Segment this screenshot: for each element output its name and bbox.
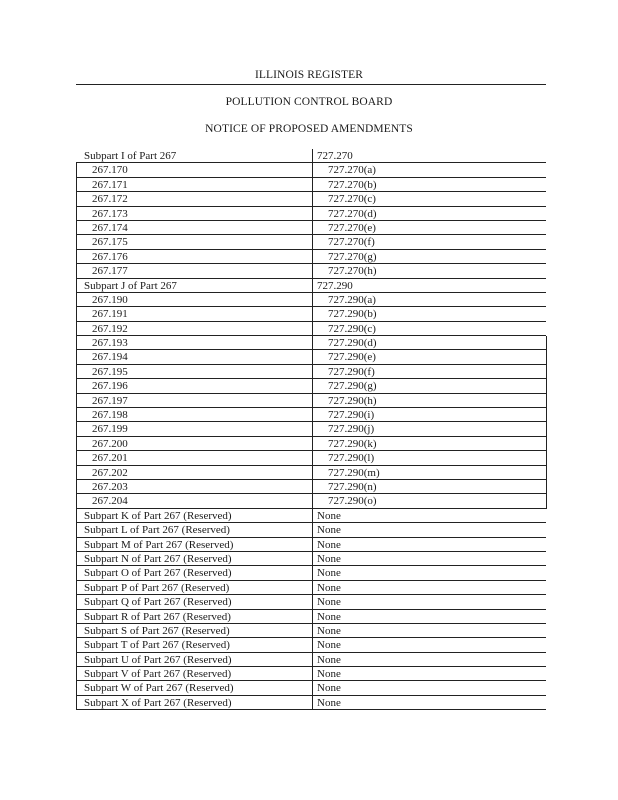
table-row xyxy=(76,494,546,508)
target-section: 727.290(k) xyxy=(328,437,377,450)
target-section: None xyxy=(317,653,341,666)
source-section: 267.174 xyxy=(92,221,128,234)
target-section: 727.270(h) xyxy=(328,265,377,278)
source-section: Subpart P of Part 267 (Reserved) xyxy=(84,581,230,594)
board-title: POLLUTION CONTROL BOARD xyxy=(225,96,393,108)
table-row xyxy=(76,350,546,364)
table-row xyxy=(76,595,546,609)
table-row xyxy=(76,624,546,638)
target-section: 727.290(l) xyxy=(328,452,375,465)
target-section: 727.270(c) xyxy=(328,193,376,206)
source-section: 267.173 xyxy=(92,207,128,220)
source-section: Subpart S of Part 267 (Reserved) xyxy=(84,624,230,637)
target-section: 727.270(d) xyxy=(328,207,377,220)
table-row xyxy=(76,192,546,206)
target-section: 727.290(g) xyxy=(328,380,377,393)
source-section: Subpart O of Part 267 (Reserved) xyxy=(84,567,232,580)
target-section: 727.290(i) xyxy=(328,409,375,422)
header-rule xyxy=(76,84,546,85)
source-section: 267.201 xyxy=(92,452,128,465)
target-section: 727.290(f) xyxy=(328,365,375,378)
source-section: Subpart L of Part 267 (Reserved) xyxy=(84,524,230,537)
table-row xyxy=(76,696,546,710)
table-row xyxy=(76,422,546,436)
target-section: 727.270(b) xyxy=(328,178,377,191)
table-row xyxy=(76,322,546,336)
table-row xyxy=(76,610,546,624)
source-section: 267.176 xyxy=(92,250,128,263)
table-left-border xyxy=(76,163,77,710)
derivation-table xyxy=(76,149,546,710)
table-row xyxy=(76,653,546,667)
target-section: 727.290(a) xyxy=(328,293,376,306)
target-section: None xyxy=(317,538,341,551)
table-row xyxy=(76,250,546,264)
target-section: 727.290(m) xyxy=(328,466,380,479)
table-row xyxy=(76,451,546,465)
source-section: Subpart N of Part 267 (Reserved) xyxy=(84,552,232,565)
source-section: 267.170 xyxy=(92,164,128,177)
table-row xyxy=(76,552,546,566)
target-section: 727.290(b) xyxy=(328,308,377,321)
table-row xyxy=(76,178,546,192)
table-row xyxy=(76,293,546,307)
target-section: 727.270(e) xyxy=(328,221,376,234)
target-section: None xyxy=(317,552,341,565)
target-section: None xyxy=(317,567,341,580)
source-section: Subpart U of Part 267 (Reserved) xyxy=(84,653,232,666)
table-row xyxy=(76,235,546,249)
source-section: Subpart I of Part 267 xyxy=(84,150,177,162)
target-section: None xyxy=(317,581,341,594)
target-section: 727.290(h) xyxy=(328,394,377,407)
source-section: 267.194 xyxy=(92,351,128,364)
source-section: 267.171 xyxy=(92,178,128,191)
source-section: 267.193 xyxy=(92,337,128,350)
source-section: Subpart Q of Part 267 (Reserved) xyxy=(84,596,232,609)
target-section: 727.290 xyxy=(317,279,353,292)
source-section: Subpart R of Part 267 (Reserved) xyxy=(84,610,231,623)
target-section: None xyxy=(317,624,341,637)
source-section: 267.190 xyxy=(92,293,128,306)
source-section: 267.203 xyxy=(92,480,128,493)
source-section: 267.177 xyxy=(92,265,128,278)
table-row xyxy=(76,207,546,221)
table-row xyxy=(76,480,546,494)
target-section: None xyxy=(317,696,341,709)
source-section: Subpart T of Part 267 (Reserved) xyxy=(84,639,230,652)
source-section: 267.175 xyxy=(92,236,128,249)
target-section: 727.290(n) xyxy=(328,480,377,493)
source-section: Subpart M of Part 267 (Reserved) xyxy=(84,538,234,551)
table-row xyxy=(76,307,546,321)
table-row xyxy=(76,264,546,278)
table-row xyxy=(76,538,546,552)
target-section: 727.290(j) xyxy=(328,423,375,436)
target-section: 727.290(e) xyxy=(328,351,376,364)
target-section: None xyxy=(317,596,341,609)
table-row xyxy=(76,221,546,235)
notice-title: NOTICE OF PROPOSED AMENDMENTS xyxy=(205,123,413,135)
source-section: 267.202 xyxy=(92,466,128,479)
source-section: 267.195 xyxy=(92,365,128,378)
target-section: 727.270(f) xyxy=(328,236,375,249)
table-row xyxy=(76,336,546,350)
table-row xyxy=(76,667,546,681)
target-section: 727.290(d) xyxy=(328,337,377,350)
source-section: Subpart V of Part 267 (Reserved) xyxy=(84,668,232,681)
source-section: 267.192 xyxy=(92,322,128,335)
table-row xyxy=(76,523,546,537)
table-row xyxy=(76,566,546,580)
target-section: 727.290(c) xyxy=(328,322,376,335)
source-section: 267.199 xyxy=(92,423,128,436)
table-row xyxy=(76,379,546,393)
source-section: 267.191 xyxy=(92,308,128,321)
source-section: Subpart X of Part 267 (Reserved) xyxy=(84,696,232,709)
table-row xyxy=(76,581,546,595)
source-section: Subpart W of Part 267 (Reserved) xyxy=(84,682,234,695)
table-row xyxy=(76,681,546,695)
table-right-border xyxy=(546,336,547,509)
table-row xyxy=(76,408,546,422)
target-section: 727.270(g) xyxy=(328,250,377,263)
target-section: None xyxy=(317,682,341,695)
register-title: ILLINOIS REGISTER xyxy=(254,69,364,81)
source-section: 267.172 xyxy=(92,193,128,206)
target-section: 727.290(o) xyxy=(328,495,377,508)
source-section: 267.204 xyxy=(92,495,128,508)
table-row xyxy=(76,394,546,408)
target-section: None xyxy=(317,524,341,537)
target-section: 727.270 xyxy=(317,150,353,162)
column-divider xyxy=(312,149,313,710)
table-row xyxy=(76,638,546,652)
table-row xyxy=(76,279,546,293)
source-section: Subpart K of Part 267 (Reserved) xyxy=(84,509,232,522)
table-row xyxy=(76,437,546,451)
source-section: 267.197 xyxy=(92,394,128,407)
target-section: 727.270(a) xyxy=(328,164,376,177)
table-row xyxy=(76,466,546,480)
table-row xyxy=(76,365,546,379)
source-section: Subpart J of Part 267 xyxy=(84,279,177,292)
source-section: 267.198 xyxy=(92,409,128,422)
table-row xyxy=(76,163,546,177)
target-section: None xyxy=(317,610,341,623)
target-section: None xyxy=(317,509,341,522)
table-row xyxy=(76,509,546,523)
target-section: None xyxy=(317,668,341,681)
source-section: 267.196 xyxy=(92,380,128,393)
target-section: None xyxy=(317,639,341,652)
source-section: 267.200 xyxy=(92,437,128,450)
table-row xyxy=(76,149,546,163)
